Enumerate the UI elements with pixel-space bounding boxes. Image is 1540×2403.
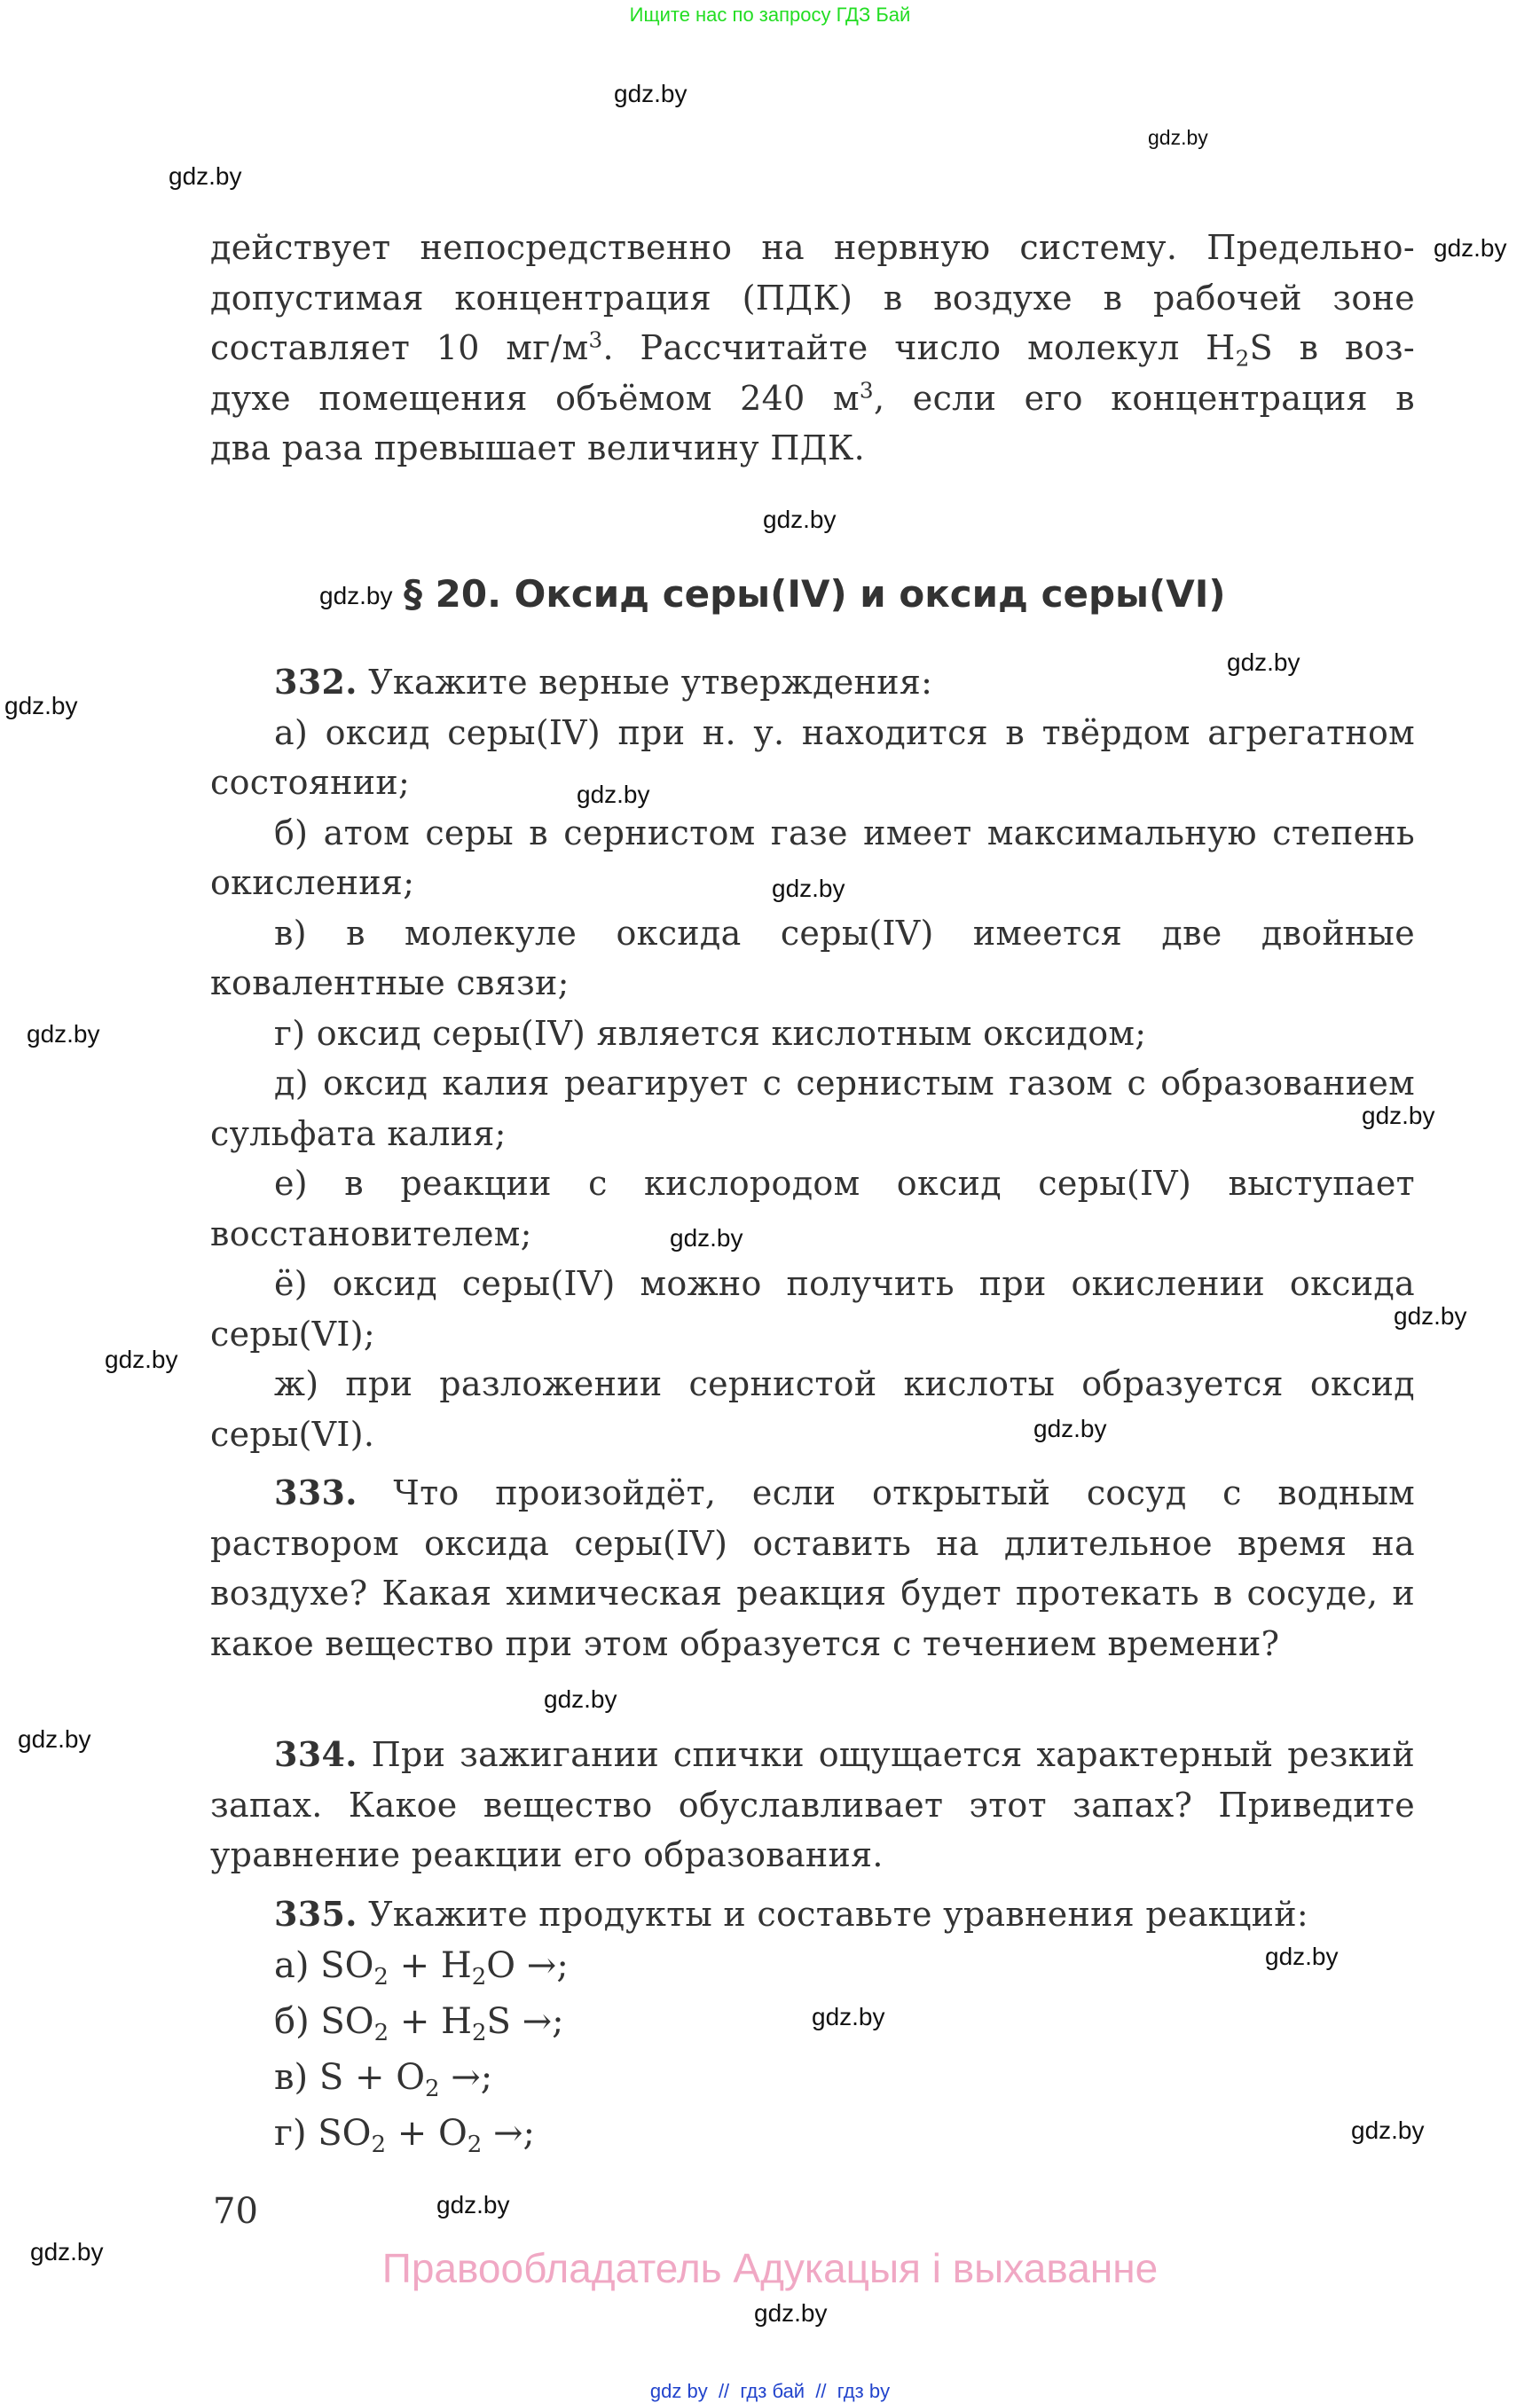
watermark: gdz.by — [614, 80, 688, 107]
watermark: gdz.by — [763, 506, 837, 533]
watermark: gdz.by — [27, 1020, 100, 1048]
task-text: Что произойдёт, если открытый сосуд с водным раствором оксида серы(IV) оставить на длительное время на воздухе? Какая химическая реакция будет протекать в сосуде, и какое вещество при этом образуется с течением времени? — [210, 1473, 1415, 1663]
watermark: gdz.by — [436, 2191, 510, 2218]
intro-line: допустимая концентрация (ПДК) в воздухе в рабочей зоне — [210, 278, 1415, 318]
intro-paragraph — [210, 223, 1415, 474]
watermark: gdz.by — [812, 2003, 885, 2030]
watermark: gdz.by — [1362, 1102, 1435, 1129]
statement-item: д) оксид калия реагирует с сернистым газом с образованием сульфата калия; — [210, 1064, 1415, 1153]
section-title: § 20. Оксид серы(IV) и оксид серы(VI) — [404, 572, 1226, 616]
statement-item: ж) при разложении сернистой кислоты образуется оксид серы(VI). — [210, 1364, 1415, 1454]
equation-c: в) $S + O_2$ →; — [274, 2057, 493, 2102]
task-332 — [210, 657, 1415, 1459]
task-number: 333. — [274, 1472, 358, 1512]
task-number: 334. — [274, 1734, 358, 1774]
task-text: При зажигании спички ощущается характерный резкий запах. Какое вещество обуславливает этот запах? Приведите уравнение реакции его образования. — [210, 1735, 1415, 1874]
watermark: gdz.by — [1227, 648, 1300, 676]
intro-line: действует непосредственно на нервную систему. Предельно- — [210, 228, 1415, 267]
task-334 — [210, 1730, 1415, 1881]
search-banner[interactable]: Ищите нас по запросу ГДЗ Бай — [629, 4, 911, 26]
copyright-notice: Правообладатель Адукацыя і выхаванне — [381, 2245, 1159, 2291]
watermark: gdz.by — [577, 781, 650, 808]
watermark: gdz.by — [754, 2299, 828, 2327]
watermark: gdz.by — [319, 582, 393, 609]
task-number: 332. — [274, 662, 358, 702]
watermark: gdz.by — [30, 2238, 104, 2266]
page-number: 70 — [213, 2191, 258, 2232]
watermark: gdz.by — [4, 692, 78, 719]
watermark: gdz.by — [1033, 1415, 1107, 1442]
intro-line: составляет 10 $мг/м^3$. Рассчитайте число молекул $H_2S$ в воз- — [210, 326, 1415, 372]
equation-d: г) $SO_2 + O_2$ →; — [274, 2113, 536, 2158]
equation-a: а) $SO_2 + H_2O$ →; — [274, 1945, 569, 1991]
task-333 — [210, 1468, 1415, 1669]
statement-item: е) в реакции с кислородом оксид серы(IV) выступает восстановителем; — [210, 1164, 1415, 1253]
watermark: gdz.by — [1394, 1302, 1467, 1330]
watermark: gdz.by — [772, 875, 845, 902]
watermark: gdz.by — [670, 1224, 743, 1252]
statement-item: г) оксид серы(IV) является кислотным оксидом; — [274, 1013, 1147, 1053]
intro-line: духе помещения объёмом 240 $м^3$, если его концентрация в — [210, 376, 1416, 418]
task-number: 335. — [274, 1894, 358, 1934]
equation-b: б) $SO_2 + H_2S$ →; — [274, 2001, 564, 2046]
watermark: gdz.by — [1265, 1943, 1339, 1970]
statement-item: а) оксид серы(IV) при н. у. находится в твёрдом агрегатном состоянии; — [210, 712, 1415, 802]
watermark: gdz.by — [1434, 234, 1507, 262]
statement-item: б) атом серы в сернистом газе имеет максимальную степень окисления; — [210, 813, 1415, 902]
watermark: gdz.by — [1351, 2116, 1425, 2144]
intro-line: два раза превышает величину ПДК. — [210, 428, 866, 467]
watermark: gdz.by — [18, 1725, 91, 1753]
statement-item: в) в молекуле оксида серы(IV) имеется две двойные ковалентные связи; — [210, 913, 1415, 1002]
watermark: gdz.by — [169, 162, 242, 190]
footer-links[interactable]: gdz by // гдз бай // гдз by — [649, 2380, 891, 2402]
statement-item: ё) оксид серы(IV) можно получить при окислении оксида серы(VI); — [210, 1264, 1415, 1354]
task-335 — [210, 1889, 1415, 1940]
task-prompt: 332. Укажите верные утверждения: — [274, 662, 933, 702]
task-prompt: Укажите продукты и составьте уравнения реакций: — [357, 1895, 1308, 1934]
watermark: gdz.by — [1148, 126, 1208, 149]
watermark: gdz.by — [105, 1346, 178, 1373]
watermark: gdz.by — [544, 1685, 617, 1713]
